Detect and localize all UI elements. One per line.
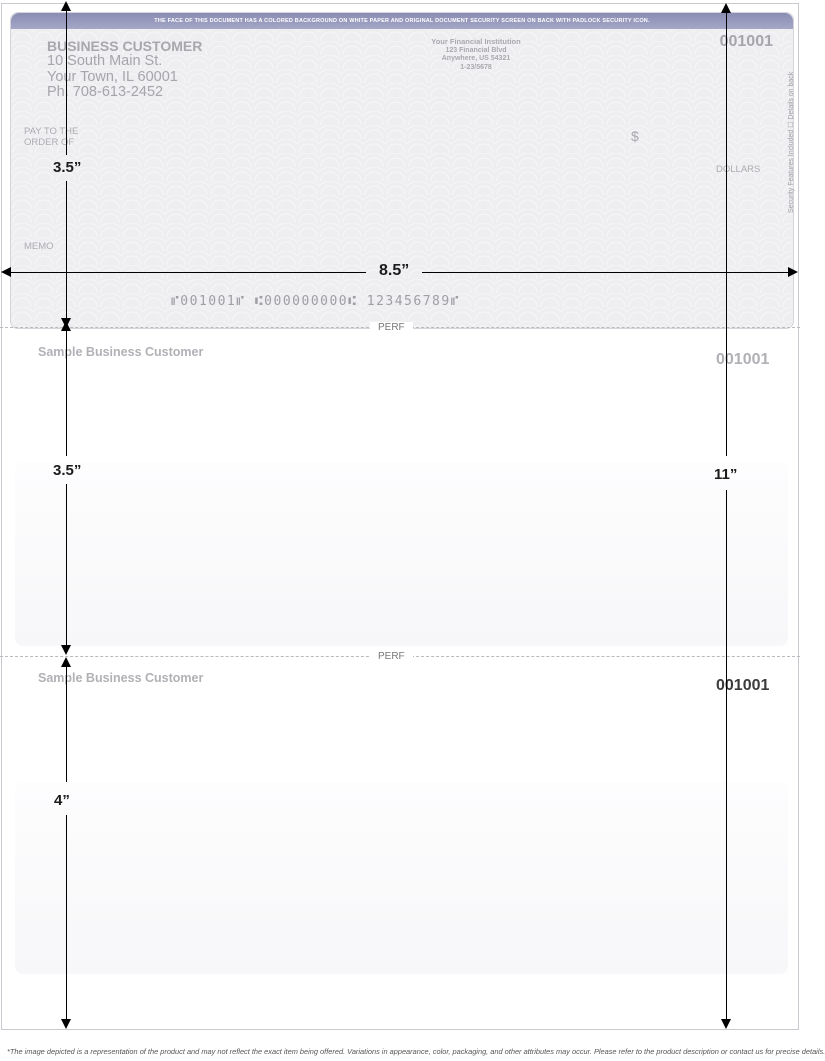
- business-name: BUSINESS CUSTOMER: [47, 38, 203, 54]
- perforation-2: [0, 651, 800, 663]
- pay-to-line-1: PAY TO THE: [24, 126, 79, 137]
- address-line-1: 10 South Main St.: [47, 53, 163, 69]
- micr-line: ⑈001001⑈ ⑆000000000⑆ 123456789⑈: [171, 294, 460, 309]
- arrowhead-down: [721, 1019, 731, 1029]
- bank-address-2: Anywhere, US 54321: [441, 55, 511, 62]
- check-number: 001001: [719, 33, 773, 50]
- arrowhead-down: [61, 645, 71, 655]
- dollar-sign: $: [631, 128, 639, 144]
- dimension-line: [66, 181, 67, 319]
- address-line-2: Your Town, IL 60001: [47, 69, 178, 85]
- perforation-1-label: PERF: [370, 322, 413, 333]
- dimension-line: [66, 484, 67, 646]
- perforation-2-label: PERF: [370, 651, 413, 662]
- arrowhead-right: [788, 267, 798, 277]
- security-banner: THE FACE OF THIS DOCUMENT HAS A COLORED BACKGROUND ON WHITE PAPER AND ORIGINAL DOCUMENT SECURITY SCREEN ON BACK WITH PADLOCK SECURITY ICON.: [11, 13, 793, 29]
- check-panel: [10, 12, 794, 329]
- bank-address-1: 123 Financial Blvd: [445, 46, 507, 54]
- memo-label: MEMO: [24, 241, 54, 252]
- stub-1-check-number: 001001: [716, 351, 770, 368]
- bank-info: [371, 38, 581, 72]
- check-height-label: 3.5”: [53, 159, 82, 176]
- dimension-line: [66, 666, 67, 782]
- pay-to-label: [24, 126, 78, 148]
- dimension-line: [422, 272, 788, 273]
- stub-2-panel: [15, 782, 788, 974]
- dimension-line: [66, 330, 67, 456]
- dimension-line: [66, 10, 67, 155]
- check-sheet: [1, 3, 799, 1030]
- width-label: 8.5”: [379, 262, 410, 279]
- dimension-line: [726, 490, 727, 1020]
- stub-1-panel: [15, 462, 788, 646]
- perforation-1: [0, 322, 800, 334]
- routing-fraction: 1-23/5678: [460, 63, 492, 71]
- disclaimer: *The image depicted is a representation of the product and may not reflect the exact item being offered. Variations in appearance, color, packaging, and other attributes may occur. Please refer to the product description or contact us for precise details.: [7, 1047, 825, 1056]
- stub-1-height-label: 3.5”: [53, 462, 82, 479]
- phone-number: Ph. 708-613-2452: [47, 84, 164, 100]
- arrowhead-down: [61, 1019, 71, 1029]
- pay-to-line-2: ORDER OF: [24, 137, 75, 148]
- stub-2-height-label: 4”: [54, 792, 70, 809]
- stub-1-business-name: Sample Business Customer: [38, 345, 204, 359]
- stub-2-business-name: Sample Business Customer: [38, 671, 204, 685]
- dimension-line: [726, 12, 727, 456]
- security-features-note: Security Features Included ☐ Details on back: [788, 71, 795, 213]
- stub-2-check-number: 001001: [716, 677, 770, 694]
- bank-name: Your Financial Institution: [431, 37, 521, 46]
- dimension-line: [66, 815, 67, 1020]
- dollars-label: DOLLARS: [716, 164, 761, 175]
- total-height-label: 11”: [714, 466, 738, 483]
- dimension-line: [10, 272, 366, 273]
